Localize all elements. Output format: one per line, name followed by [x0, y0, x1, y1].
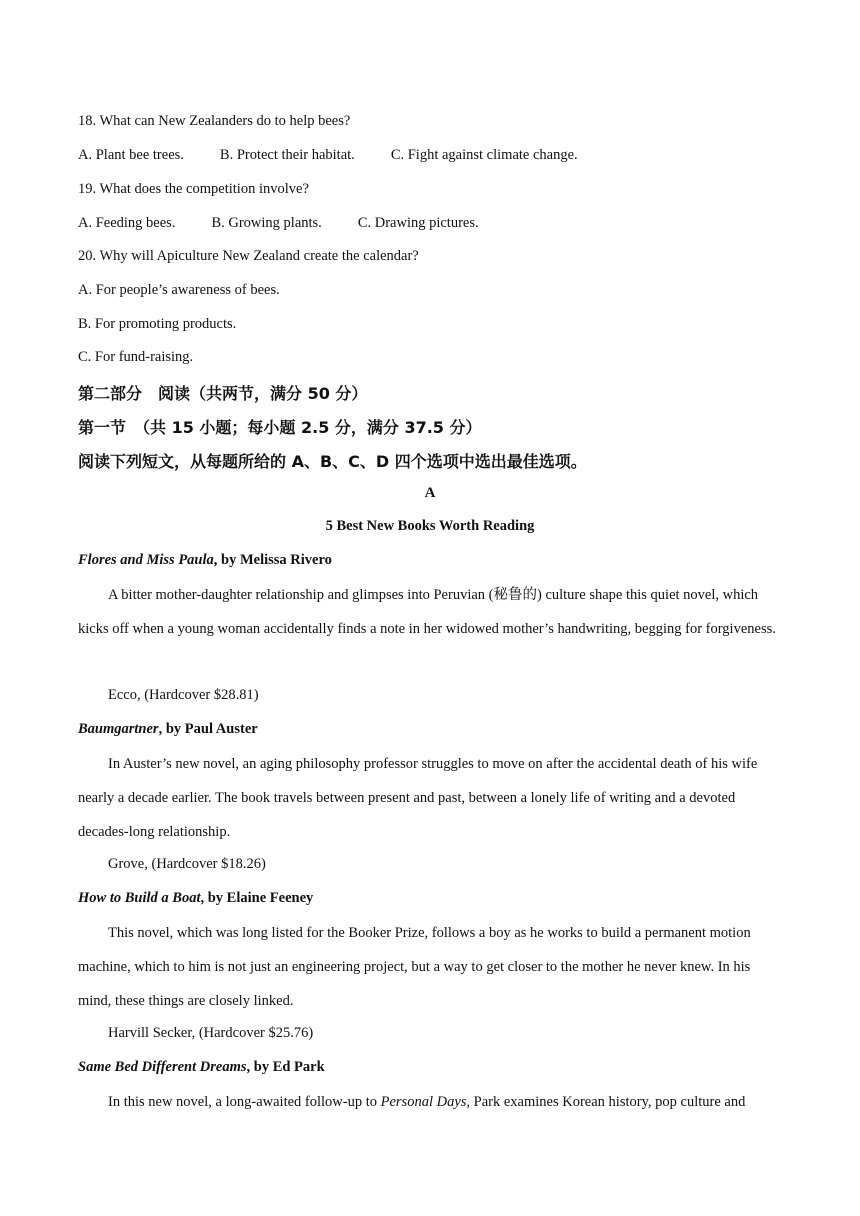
part-title: 第二部分 阅读（共两节，满分 50 分）	[78, 384, 368, 403]
book-description: In Auster’s new novel, an aging philosophy professor struggles to move on after the accidental death of his wife nearly a decade earlier. The book travels between present and past, between a lonely life of writing and a devoted decades-long relationship.	[78, 756, 758, 840]
option-c: C. For fund-raising.	[78, 349, 194, 365]
option-c: C. Drawing pictures.	[357, 215, 479, 231]
book-heading	[78, 1059, 325, 1076]
book-price: Grove, (Hardcover $18.26)	[108, 856, 266, 872]
book-title: Baumgartner	[78, 721, 159, 737]
option-c: C. Fight against climate change.	[390, 147, 578, 163]
book-title: Same Bed Different Dreams	[78, 1059, 247, 1075]
question-18-options	[78, 147, 578, 164]
option-b: B. Growing plants.	[211, 215, 322, 231]
book-heading	[78, 552, 332, 569]
option-b: B. For promoting products.	[78, 316, 237, 332]
book-heading	[78, 721, 258, 738]
text-segment: , Park examines Korean history, pop culture and	[466, 1094, 746, 1110]
question-19-stem: 19. What does the competition involve?	[78, 181, 309, 197]
book-price: Harvill Secker, (Hardcover $25.76)	[108, 1025, 314, 1041]
question-20-stem: 20. Why will Apiculture New Zealand create the calendar?	[78, 248, 419, 264]
book-description: A bitter mother-daughter relationship and glimpses into Peruvian (秘鲁的) culture shape this quiet novel, which kicks off when a young woman accidentally finds a note in her widowed mother’s handwriting, begging for forgiveness.	[78, 587, 776, 637]
option-a: A. For people’s awareness of bees.	[78, 282, 280, 298]
question-19-options	[78, 215, 479, 232]
instruction: 阅读下列短文，从每题所给的 A、B、C、D 四个选项中选出最佳选项。	[78, 452, 587, 471]
book-author: , by Paul Auster	[158, 721, 258, 737]
book-heading	[78, 890, 313, 907]
text-segment: In this new novel, a long-awaited follow-up to	[108, 1094, 381, 1110]
book-author: , by Ed Park	[246, 1059, 325, 1075]
option-a: A. Feeding bees.	[78, 215, 176, 231]
book-description	[78, 1085, 786, 1119]
option-a: A. Plant bee trees.	[78, 147, 184, 163]
option-b: B. Protect their habitat.	[219, 147, 355, 163]
section-subtitle: 第一节 （共 15 小题；每小题 2.5 分，满分 37.5 分）	[78, 418, 482, 437]
passage-letter: A	[424, 485, 436, 501]
book-title: Flores and Miss Paula	[78, 552, 214, 568]
book-description: This novel, which was long listed for the Booker Prize, follows a boy as he works to build a permanent motion machine, which to him is not just an engineering project, but a way to get closer to the mother he never knew. In his mind, these things are closely linked.	[78, 925, 751, 1009]
passage-title: 5 Best New Books Worth Reading	[325, 518, 535, 534]
book-author: , by Elaine Feeney	[200, 890, 314, 906]
book-title: How to Build a Boat	[78, 890, 201, 906]
question-18-stem: 18. What can New Zealanders do to help bees?	[78, 113, 351, 129]
book-author: , by Melissa Rivero	[213, 552, 332, 568]
book-price: Ecco, (Hardcover $28.81)	[108, 687, 259, 703]
italic-title: Personal Days	[380, 1094, 467, 1110]
